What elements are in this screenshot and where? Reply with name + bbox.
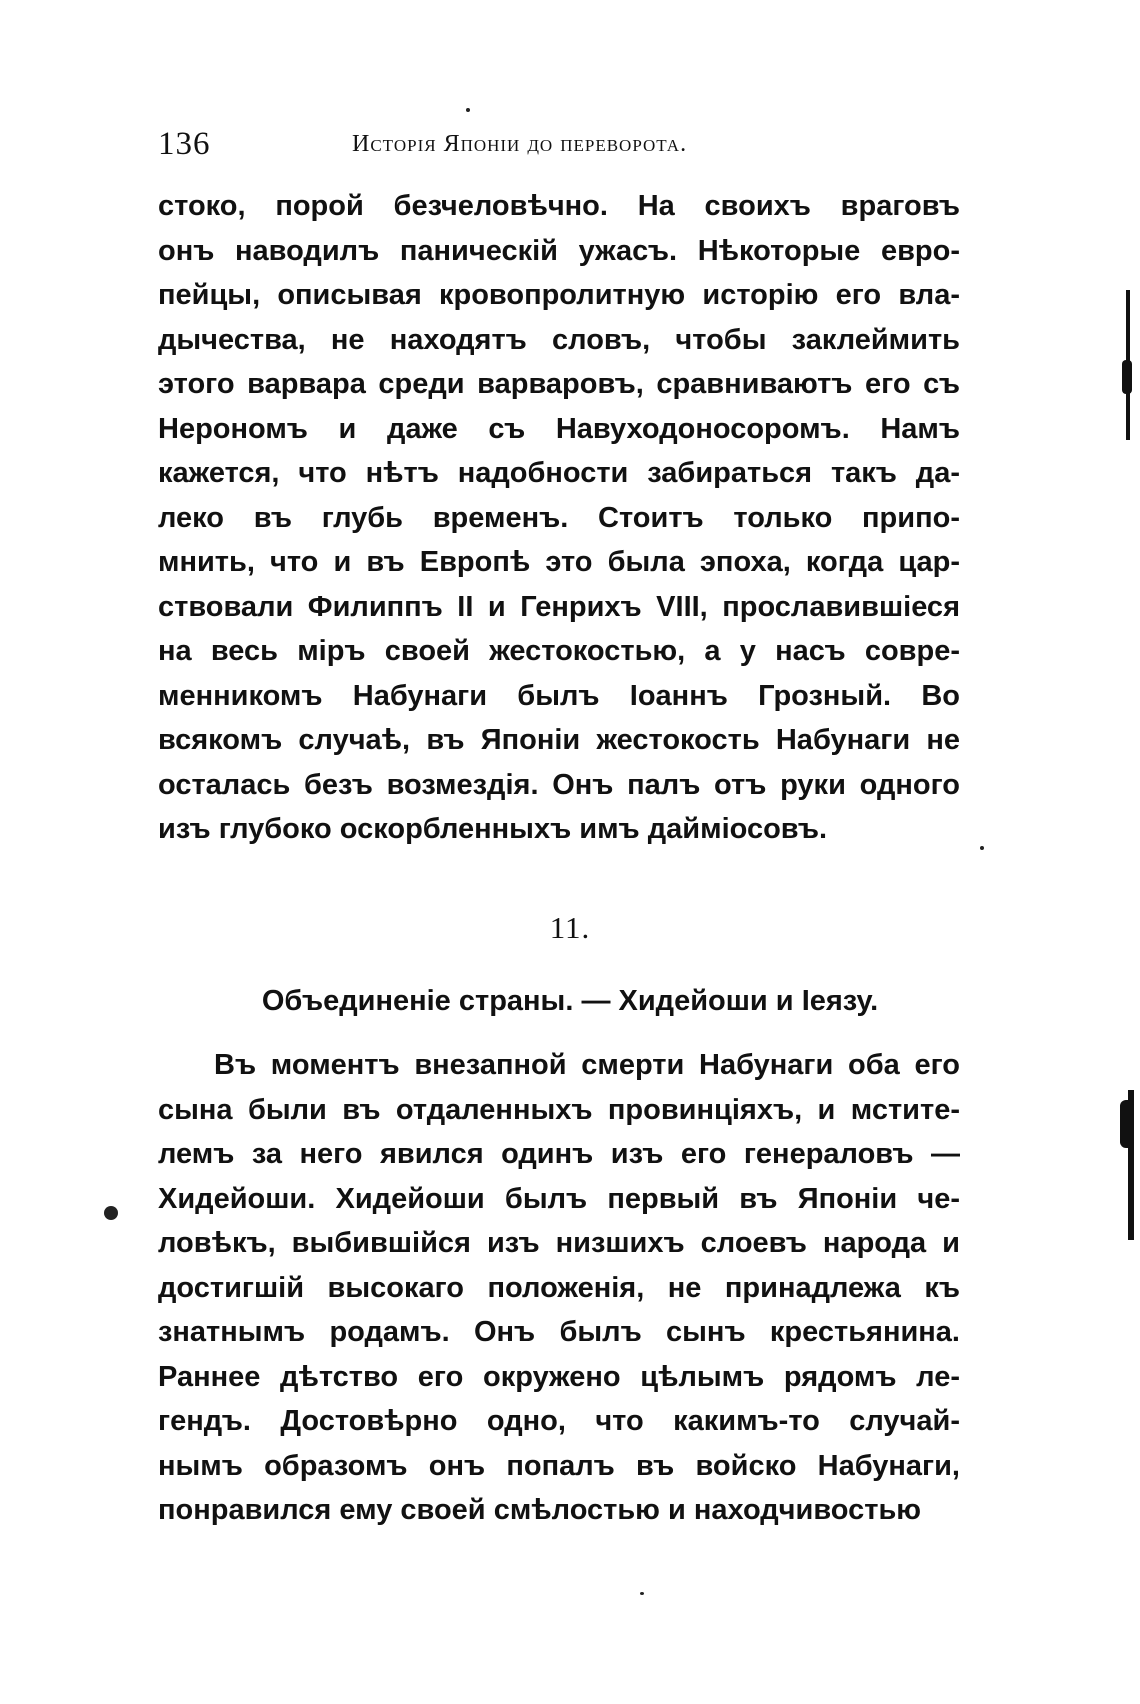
text-line: Въ моментъ внезапной смерти Набунаги оба его [214, 1049, 960, 1081]
text-line: всякомъ случаѣ, въ Японіи жестокость Набунаги не [158, 724, 960, 756]
text-line: понравился ему своей смѣлостью и находчивостью [158, 1494, 922, 1526]
paragraph-1 [158, 184, 960, 852]
ink-speck-top [466, 108, 470, 112]
text-line: сына были въ отдаленныхъ провинціяхъ, и мстите- [158, 1093, 960, 1126]
page-number: 136 [158, 126, 211, 162]
text-line: леко въ глубь временъ. Стоитъ только припо- [158, 501, 960, 534]
text-line: достигшій высокаго положенія, не принадлежа къ [158, 1271, 960, 1304]
text-line: ловѣкъ, выбившійся изъ низшихъ слоевъ народа и [158, 1227, 960, 1259]
section-heading: Объединеніе страны. — Хидейоши и Іеязу. [261, 985, 879, 1017]
text-line: знатнымъ родамъ. Онъ былъ сынъ крестьянина. [158, 1316, 960, 1348]
text-line: на весь міръ своей жестокостью, а у насъ совре- [158, 635, 960, 667]
ink-speck-right [980, 846, 984, 850]
scan-edge-mark-upper-blob [1122, 360, 1132, 394]
text-line: менникомъ Набунаги былъ Іоаннъ Грозный. Во [158, 679, 960, 712]
text-line: Хидейоши. Хидейоши былъ первый въ Японіи че- [158, 1182, 960, 1215]
text-line: Нерономъ и даже съ Навуходоносоромъ. Намъ [158, 412, 960, 445]
section-number: 11. [549, 910, 591, 945]
text-line: дычества, не находятъ словъ, чтобы заклеймить [158, 323, 960, 356]
text-line: ствовали Филиппъ II и Генрихъ VIII, прославившіеся [158, 590, 960, 623]
text-line: осталась безъ возмездія. Онъ палъ отъ руки одного [158, 768, 960, 801]
text-line: кажется, что нѣтъ надобности забираться такъ да- [158, 457, 960, 489]
ink-speck-bottom [640, 1592, 644, 1595]
paragraph-2 [158, 1043, 960, 1533]
text-line: лемъ за него явился одинъ изъ его генераловъ — [158, 1138, 960, 1170]
margin-bullet-mark [104, 1206, 118, 1220]
text-line: Раннее дѣтство его окружено цѣлымъ рядомъ ле- [158, 1360, 960, 1393]
text-line: изъ глубоко оскорбленныхъ имъ даймiосовъ. [158, 813, 828, 845]
text-line: нымъ образомъ онъ попалъ въ войско Набунаги, [158, 1449, 960, 1482]
text-line: онъ наводилъ паническій ужасъ. Нѣкоторые евро- [158, 234, 960, 267]
text-line: мнить, что и въ Европѣ это была эпоха, когда цар- [158, 546, 960, 578]
text-line: пейцы, описывая кровопролитную исторію его вла- [158, 279, 960, 311]
running-title: Исторія Японіи до переворота. [352, 131, 688, 157]
text-line: стоко, порой безчеловѣчно. На своихъ враговъ [158, 190, 960, 222]
text-line: этого варвара среди варваровъ, сравниваютъ его съ [158, 368, 960, 400]
scan-edge-mark-lower-blob [1120, 1100, 1134, 1148]
running-head [158, 126, 958, 170]
text-line: гендъ. Достовѣрно одно, что какимъ-то случай- [158, 1405, 960, 1437]
